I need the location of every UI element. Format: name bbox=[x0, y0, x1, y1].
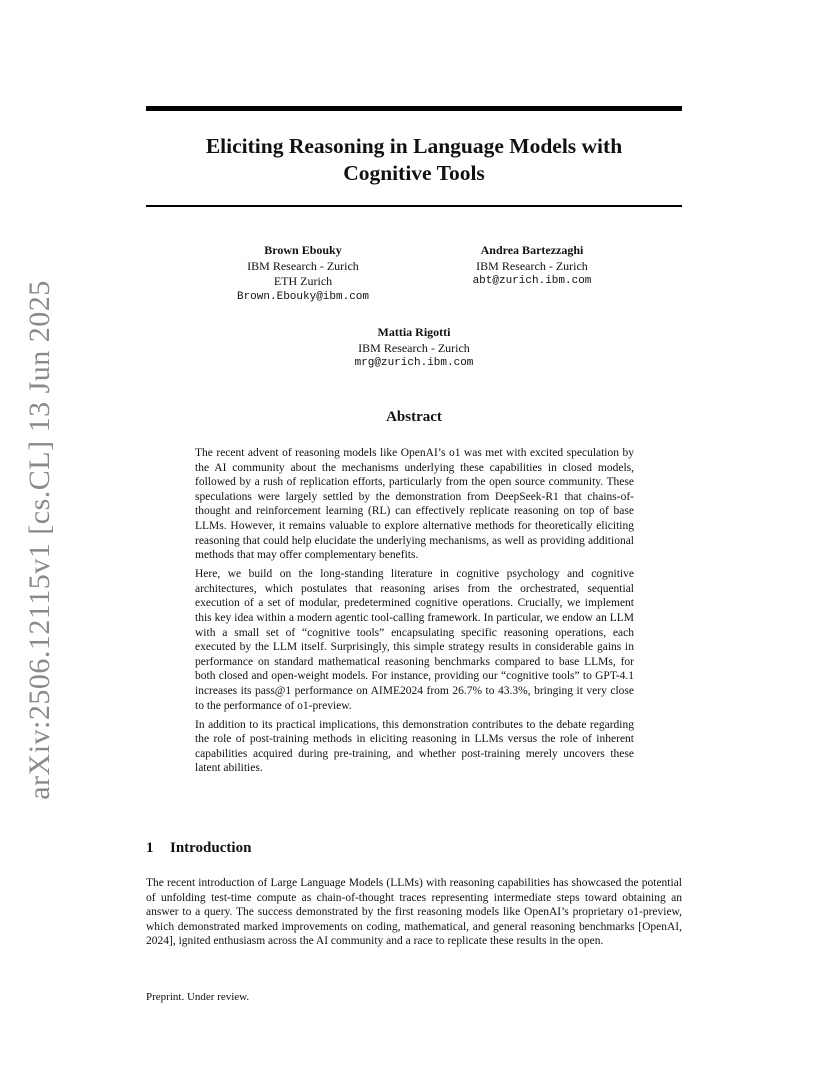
title-line-2: Cognitive Tools bbox=[343, 161, 485, 185]
abstract-paragraph: The recent advent of reasoning models like OpenAI’s o1 was met with excited speculation by the AI community about the mechanisms underlying these capabilities in closed models, followed by a rush of replication efforts, particularly from the open source community. These speculations were largely settled by the demonstration from DeepSeek-R1 that chains-of-thought and reinforcement learning (RL) can effectively replicate reasoning on top of base LLMs. However, it remains valuable to explore alternative methods for theoretically eliciting reasoning that could help elucidate the underlying mechanisms, as well as providing additional methods that may offer complementary benefits. bbox=[195, 447, 634, 562]
author-email[interactable]: mrg@zurich.ibm.com bbox=[354, 357, 474, 369]
author-name: Andrea Bartezzaghi bbox=[480, 243, 584, 257]
abstract-paragraph: In addition to its practical implications, this demonstration contributes to the debate regarding the role of post-training methods in eliciting reasoning in LLMs versus the role of inherent capabilities acquired during pre-training, and whether post-training merely uncovers these latent abilities. bbox=[195, 718, 634, 775]
author-affiliation: IBM Research - Zurich bbox=[358, 340, 470, 355]
title-rule-top bbox=[146, 106, 682, 111]
title-line-1: Eliciting Reasoning in Language Models with bbox=[205, 134, 623, 158]
paper-title bbox=[146, 133, 682, 187]
section-heading-introduction bbox=[146, 840, 251, 857]
abstract-heading: Abstract bbox=[386, 409, 442, 425]
page-footer: Preprint. Under review. bbox=[146, 991, 250, 1003]
introduction-body bbox=[146, 876, 682, 949]
author-name: Brown Ebouky bbox=[264, 243, 342, 257]
abstract-body bbox=[195, 446, 634, 781]
author-block-1 bbox=[213, 243, 393, 305]
arxiv-identifier[interactable]: arXiv:2506.12115v1 [cs.CL] 13 Jun 2025 bbox=[23, 280, 56, 800]
author-affiliation: ETH Zurich bbox=[273, 274, 333, 288]
section-title: Introduction bbox=[170, 840, 252, 856]
title-rule-bottom bbox=[146, 205, 682, 207]
author-block-3 bbox=[324, 325, 504, 372]
author-name: Mattia Rigotti bbox=[377, 325, 451, 339]
author-email[interactable]: Brown.Ebouky@ibm.com bbox=[236, 290, 370, 303]
author-affiliation: IBM Research - Zurich bbox=[247, 258, 359, 273]
section-number: 1 bbox=[146, 840, 154, 856]
author-affiliation: IBM Research - Zurich bbox=[476, 258, 588, 273]
author-block-2 bbox=[442, 243, 622, 290]
abstract-paragraph: Here, we build on the long-standing literature in cognitive psychology and cognitive architectures, which postulates that reasoning arises from the orchestrated, sequential execution of a set of modular, predetermined cognitive operations. Crucially, we implement this key idea within a modern agentic tool-calling framework. In particular, we endow an LLM with a small set of “cognitive tools” encapsulating specific reasoning operations, each executed by the LLM itself. Surprisingly, this simple strategy results in considerable gains in performance on standard mathematical reasoning benchmarks compared to base LLMs, for both closed and open-weight models. For instance, providing our “cognitive tools” to GPT-4.1 increases its pass@1 performance on AIME2024 from 26.7% to 43.3%, bringing it very close to the performance of o1-preview. bbox=[195, 568, 634, 712]
author-email[interactable]: abt@zurich.ibm.com bbox=[472, 275, 592, 287]
body-paragraph: The recent introduction of Large Language Models (LLMs) with reasoning capabilities has showcased the potential of unfolding test-time compute as chain-of-thought traces representing intermediate steps toward obtaining an answer to a query. The success demonstrated by the first reasoning models like OpenAI’s proprietary o1-preview, which demonstrated marked improvements on coding, mathematical, and general reasoning benchmarks [OpenAI, 2024], ignited enthusiasm across the AI community and a race to replicate these results in the open. bbox=[146, 877, 682, 948]
